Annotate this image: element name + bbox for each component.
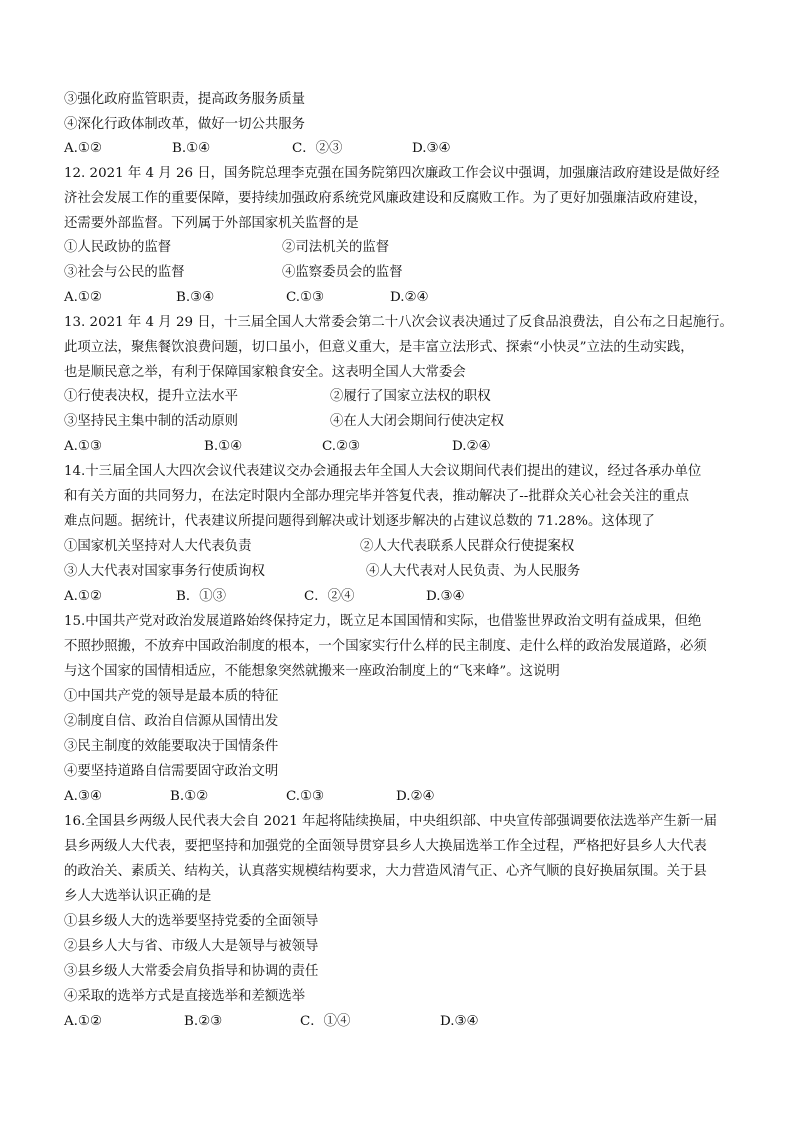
answer-d[interactable]: D.②④ xyxy=(396,789,435,804)
q12-option-4: ④监察委员会的监督 xyxy=(282,265,403,280)
answer-c[interactable]: C.①③ xyxy=(286,290,325,305)
answer-c[interactable]: C.②③ xyxy=(322,439,361,454)
answer-b[interactable]: B.①④ xyxy=(172,141,211,156)
q16-stem-line: 县乡两级人大代表，要把坚持和加强党的全面领导贯穿县乡人大换届选举工作全过程，严格把好县乡人大代表 xyxy=(64,839,707,854)
q16-option-2: ②县乡人大与省、市级人大是领导与被领导 xyxy=(64,939,319,954)
answer-a[interactable]: A.③④ xyxy=(64,789,102,804)
q12-option-3: ③社会与公民的监督 xyxy=(64,265,185,280)
q14-stem-line: 难点问题。据统计，代表建议所提问题得到解决或计划逐步解决的占建议总数的 71.28%。这体现了 xyxy=(64,514,655,529)
q15-option-4: ④要坚持道路自信需要固守政治文明 xyxy=(64,764,279,779)
answer-c[interactable]: C．①④ xyxy=(300,1014,351,1029)
q14-option-1: ①国家机关坚持对人大代表负责 xyxy=(64,539,252,554)
q16-stem-line: 16.全国县乡两级人民代表大会自 2021 年起将陆续换届，中央组织部、中央宣传部强调要依法选举产生新一届 xyxy=(64,814,718,829)
q13-option-4: ④在人大闭会期间行使决定权 xyxy=(330,414,505,429)
q14-option-2: ②人大代表联系人民群众行使提案权 xyxy=(360,539,575,554)
q11-option-3: ③强化政府监管职责，提高政务服务质量 xyxy=(64,92,306,107)
answer-a[interactable]: A.①② xyxy=(64,141,102,156)
q13-stem-line: 也是顺民意之举，有利于保障国家粮食安全。这表明全国人大常委会 xyxy=(64,365,466,380)
answer-d[interactable]: D.②④ xyxy=(390,290,429,305)
answer-b[interactable]: B.①④ xyxy=(204,439,243,454)
q14-stem-line: 和有关方面的共同努力，在法定时限内全部办理完毕并答复代表，推动解决了--批群众关心社会关注的重点 xyxy=(64,489,690,504)
q15-option-2: ②制度自信、政治自信源从国情出发 xyxy=(64,714,279,729)
answer-d[interactable]: D.③④ xyxy=(412,141,451,156)
answer-d[interactable]: D.②④ xyxy=(452,439,491,454)
q15-option-1: ①中国共产党的领导是最本质的特征 xyxy=(64,689,279,704)
q15-stem-line: 15.中国共产党对政治发展道路始终保持定力，既立足本国国情和实际，也借鉴世界政治文明有益成果，但绝 xyxy=(64,614,702,629)
q16-option-3: ③县乡级人大常委会肩负指导和协调的责任 xyxy=(64,964,319,979)
q14-stem-line: 14.十三届全国人大四次会议代表建议交办会通报去年全国人大会议期间代表们提出的建议，经过各承办单位 xyxy=(64,464,702,479)
answer-b[interactable]: B．①③ xyxy=(176,589,227,604)
answer-a[interactable]: A.①② xyxy=(64,1014,102,1029)
q12-stem-line: 还需要外部监督。下列属于外部国家机关监督的是 xyxy=(64,216,359,231)
answer-b[interactable]: B.①② xyxy=(170,789,209,804)
q13-stem-line: 此项立法，聚焦餐饮浪费问题，切口虽小，但意义重大，是丰富立法形式、探索“小快灵”立法的生动实践， xyxy=(64,340,694,355)
q15-stem-line: 与这个国家的国情相适应，不能想象突然就搬来一座政治制度上的“飞来峰”。这说明 xyxy=(64,664,560,679)
answer-c[interactable]: C．②③ xyxy=(292,141,343,156)
q12-stem-line: 12. 2021 年 4 月 26 日，国务院总理李克强在国务院第四次廉政工作会议中强调，加强廉洁政府建设是做好经 xyxy=(64,166,720,181)
q13-option-1: ①行使表决权，提升立法水平 xyxy=(64,389,239,404)
q12-option-1: ①人民政协的监督 xyxy=(64,240,172,255)
q16-stem-line: 的政治关、素质关、结构关，认真落实规模结构要求，大力营造风清气正、心齐气顺的良好换届氛围。关于县 xyxy=(64,864,707,879)
q13-option-3: ③坚持民主集中制的活动原则 xyxy=(64,414,239,429)
q14-option-4: ④人大代表对人民负责、为人民服务 xyxy=(366,564,581,579)
answer-d[interactable]: D.③④ xyxy=(426,589,465,604)
q14-option-3: ③人大代表对国家事务行使质询权 xyxy=(64,564,265,579)
answer-d[interactable]: D.③④ xyxy=(440,1014,479,1029)
q11-option-4: ④深化行政体制改革，做好一切公共服务 xyxy=(64,117,306,132)
answer-a[interactable]: A.①③ xyxy=(64,439,102,454)
q16-option-1: ①县乡级人大的选举要坚持党委的全面领导 xyxy=(64,914,319,929)
q15-stem-line: 不照抄照搬，不放弃中国政治制度的根本，一个国家实行什么样的民主制度、走什么样的政治发展道路，必须 xyxy=(64,639,707,654)
q16-stem-line: 乡人大选举认识正确的是 xyxy=(64,889,212,904)
answer-b[interactable]: B.③④ xyxy=(176,290,215,305)
q16-option-4: ④采取的选举方式是直接选举和差额选举 xyxy=(64,989,306,1004)
q12-stem-line: 济社会发展工作的重要保障，要持续加强政府系统党风廉政建设和反腐败工作。为了更好加强廉洁政府建设， xyxy=(64,191,707,206)
q13-stem-line: 13. 2021 年 4 月 29 日，十三届全国人大常委会第二十八次会议表决通过了反食品浪费法，自公布之日起施行。 xyxy=(64,315,733,330)
answer-a[interactable]: A.①② xyxy=(64,290,102,305)
answer-c[interactable]: C．②④ xyxy=(304,589,355,604)
q13-option-2: ②履行了国家立法权的职权 xyxy=(330,389,491,404)
answer-a[interactable]: A.①② xyxy=(64,589,102,604)
q15-option-3: ③民主制度的效能要取决于国情条件 xyxy=(64,739,279,754)
answer-c[interactable]: C.①③ xyxy=(286,789,325,804)
q12-option-2: ②司法机关的监督 xyxy=(282,240,390,255)
answer-b[interactable]: B.②③ xyxy=(184,1014,223,1029)
